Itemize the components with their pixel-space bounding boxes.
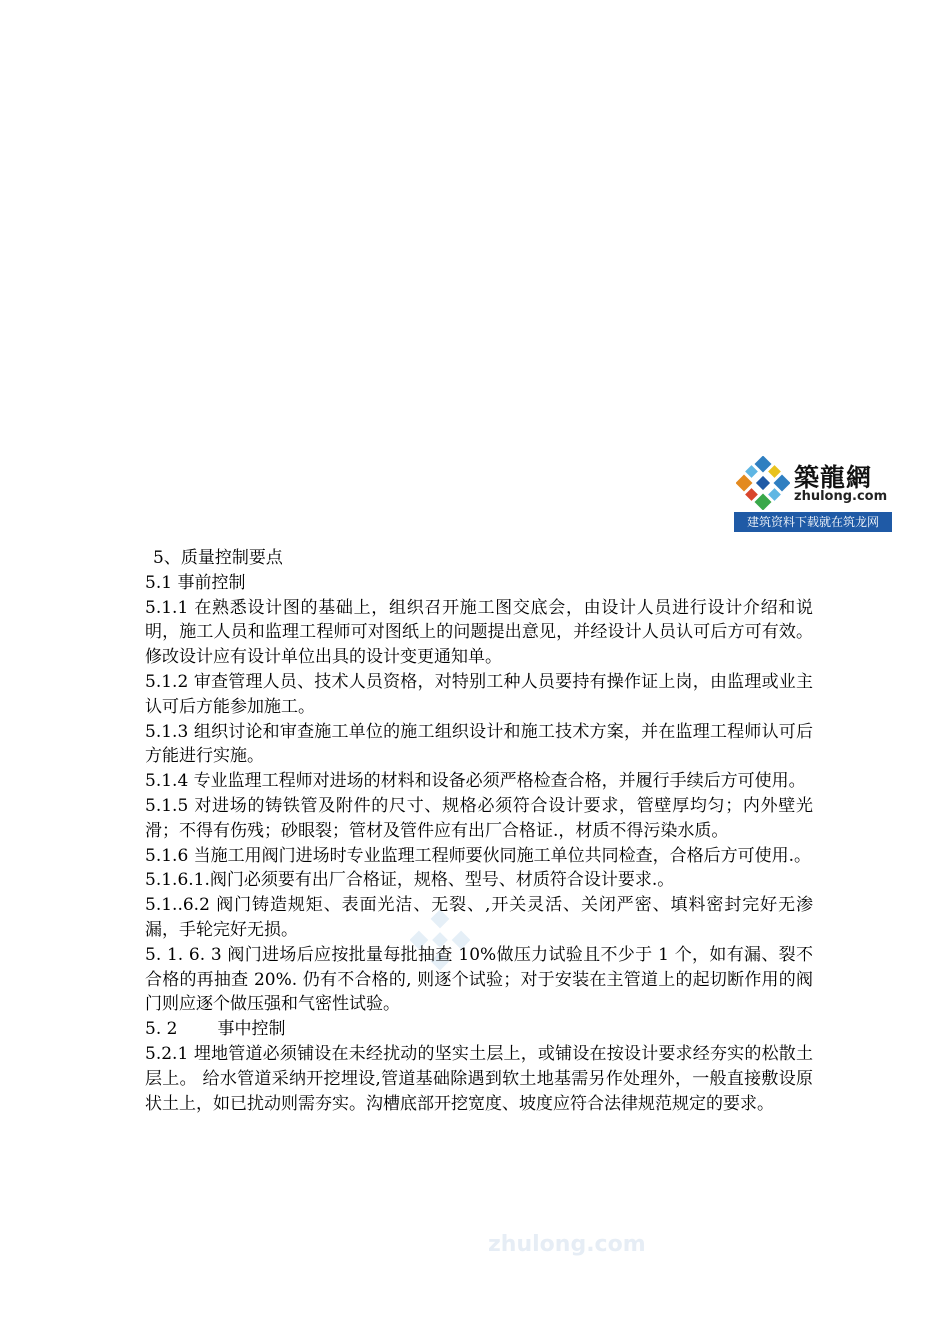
paragraph-5-1-6-1: 5.1.6.1.阀门必须要有出厂合格证，规格、型号、材质符合设计要求.。 — [145, 870, 675, 891]
subsection-label-5-2: 事中控制 — [217, 1019, 286, 1040]
logo-title-cn: 築龍網 — [794, 463, 873, 492]
section-title: 5、质量控制要点 — [153, 548, 283, 568]
logo-mark-icon — [736, 456, 790, 510]
paragraph-5-1-6-2: 5.1..6.2 阀门铸造规矩、表面光洁、无裂、,开关灵活、关闭严密、填料密封完好无渗漏，手轮完好无损。 — [145, 895, 813, 940]
zhulong-logo — [734, 454, 892, 532]
document-body — [145, 546, 813, 1116]
subsection-number-5-2: 5. 2 — [145, 1019, 178, 1040]
watermark-bottom-text: zhulong.com — [488, 1232, 646, 1257]
subsection-title-5-2 — [145, 1017, 813, 1042]
paragraph-5-1-6: 5.1.6 当施工用阀门进场时专业监理工程师要伙同施工单位共同检查，合格后方可使用.。 — [145, 845, 812, 866]
paragraph-5-1-2: 5.1.2 审查管理人员、技术人员资格，对特别工种人员要持有操作证上岗，由监理或业主认可后方能参加施工。 — [145, 671, 813, 717]
subsection-title-5-1: 5.1 事前控制 — [145, 572, 246, 593]
paragraph-5-2-1: 5.2.1 埋地管道必须铺设在未经扰动的坚实土层上，或铺设在按设计要求经夯实的松散土层上。 给水管道采纳开挖埋设,管道基础除遇到软土地基需另作处理外，一般直接敷设原状土上，如已扰动则需夯实。沟槽底部开挖宽度、坡度应符合法律规范规定的要求。 — [145, 1043, 813, 1114]
paragraph-5-1-4: 5.1.4 专业监理工程师对进场的材料和设备必须严格检查合格，并履行手续后方可使用。 — [145, 771, 806, 792]
paragraph-5-1-5: 5.1.5 对进场的铸铁管及附件的尺寸、规格必须符合设计要求，管壁厚均匀；内外壁光滑；不得有伤残；砂眼裂；管材及管件应有出厂合格证.，材质不得污染水质。 — [145, 795, 813, 841]
logo-banner: 建筑资料下载就在筑龙网 — [734, 512, 892, 532]
logo-top — [734, 454, 892, 512]
paragraph-5-1-6-3: 5. 1. 6. 3 阀门进场后应按批量每批抽查 10%做压力试验且不少于 1 个，如有漏、裂不合格的再抽查 20%. 仍有不合格的, 则逐个试验；对于安装在主管道上的起切断作用的阀门则应逐个做压强和气密性试验。 — [145, 944, 813, 1015]
paragraph-5-1-1: 5.1.1 在熟悉设计图的基础上，组织召开施工图交底会，由设计人员进行设计介绍和说明，施工人员和监理工程师可对图纸上的问题提出意见，并经设计人员认可后方可有效。修改设计应有设计单位出具的设计变更通知单。 — [145, 597, 813, 668]
logo-domain: zhulong.com — [794, 489, 888, 504]
paragraph-5-1-3: 5.1.3 组织讨论和审查施工单位的施工组织设计和施工技术方案，并在监理工程师认可后方能进行实施。 — [145, 721, 813, 767]
